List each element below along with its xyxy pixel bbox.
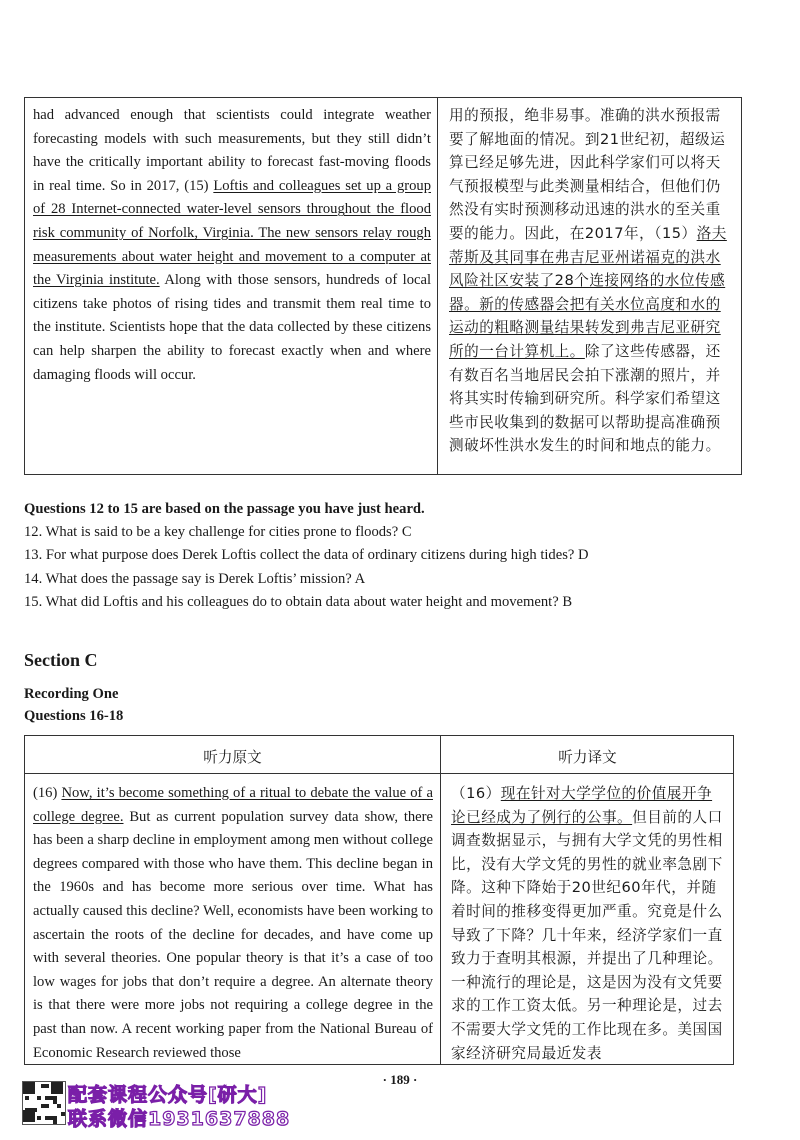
qr-module — [45, 1084, 49, 1088]
recording-title: Recording One — [24, 686, 119, 702]
question-item: 15. What did Loftis and his colleagues do to obtain data about water height and movement? B — [24, 593, 573, 610]
table-header-row — [25, 736, 733, 774]
question-range: Questions 16-18 — [24, 708, 124, 724]
section-title: Section C — [24, 650, 98, 670]
text-segment: But as current population survey data show, there has been a sharp decline in employment among men without college degrees compared with those who have them. This decline began in the 1960s and has become more serious over time. What has actually caused this decline? Well, economists have been working to ascertain the roots of the decline for decades, and have come up with several theories. One popular theory is that it’s a case of too low wages for jobs that don’t require a degree. An alternate theory is that there were more jobs not requiring a college degree in the past than now. A recent working paper from the National Bureau of Economic Research reviewed those — [33, 808, 433, 1061]
qr-module — [25, 1096, 29, 1100]
text-segment: Along with those sensors, hundreds of local citizens take photos of rising tides and transmit them real time to the institute. Scientists hope that the data collected by these citizens can help sharpen the ability to forecast exactly when and where damaging floods will occur. — [33, 272, 431, 383]
qr-module — [61, 1112, 65, 1116]
column-divider — [440, 736, 441, 1064]
header-translation: 听力译文 — [558, 749, 617, 766]
qr-module — [33, 1108, 37, 1112]
column-divider — [437, 98, 438, 474]
watermark-line-2: 联系微信1931637888 — [68, 1108, 291, 1130]
text-segment: had advanced enough that scientists could integrate weather forecasting models with such measurements, but they still didn’t have the critically important ability to forecast fast-moving floods in real time. So in 2017, (15) — [33, 107, 431, 194]
underlined-key-sentence: Loftis and colleagues set up a group of 28 Internet-connected water-level sensors throughout the flood risk community of Norfolk, Virginia. The new sensors relay rough measurements about water height and movement to a computer at the Virginia institute. — [33, 177, 431, 289]
questions-heading: Questions 12 to 15 are based on the passage you have just heard. — [24, 501, 425, 517]
chinese-transcript — [451, 782, 727, 1065]
qr-module — [57, 1104, 61, 1108]
qr-module — [37, 1116, 41, 1120]
english-transcript — [33, 782, 433, 1065]
chinese-translation — [449, 104, 735, 458]
questions-block — [24, 498, 764, 614]
text-segment: 除了这些传感器，还有数百名当地居民会拍下涨潮的照片，并将其实时传输到研究所。科学家们希望这些市民收集到的数据可以帮助提高准确预测破坏性洪水发生的时间和地点的能力。 — [449, 342, 721, 455]
text-segment: 但目前的人口调查数据显示，与拥有大学文凭的男性相比，没有大学文凭的男性的就业率急剧下降。这种下降始于20世纪60年代，并随着时间的推移变得更加严重。究竟是什么导致了下降？几十年来，经济学家们一直致力于查明其根源，并提出了几种理论。一种流行的理论是，这是因为没有文凭要求的工作工资太低。另一种理论是，过去不需要大学文凭的工作比现在多。美国国家经济研究局最近发表 — [451, 808, 723, 1062]
underlined-key-sentence: Now, it’s become something of a ritual to debate the value of a college degree. — [33, 785, 434, 825]
qr-finder-block — [23, 1082, 35, 1094]
qr-finder-block — [51, 1082, 63, 1094]
qr-module — [37, 1096, 41, 1100]
page-number: · 189 · — [382, 1072, 418, 1087]
question-item: 14. What does the passage say is Derek Loftis’ mission? A — [24, 570, 366, 587]
qr-code[interactable] — [22, 1081, 66, 1125]
qr-module — [45, 1104, 49, 1108]
header-original: 听力原文 — [203, 749, 262, 766]
question-item: 12. What is said to be a key challenge for cities prone to floods? C — [24, 524, 412, 541]
transcript-table — [24, 735, 734, 1065]
text-segment: 用的预报，绝非易事。准确的洪水预报需要了解地面的情况。到21世纪初，超级运算已经足够先进，因此科学家们可以将天气预报模型与此类测量相结合，但他们仍然没有实时预测移动迅速的洪水的至关重要的能力。因此，在2017年，（15） — [449, 107, 726, 242]
english-passage — [33, 104, 431, 387]
underlined-key-sentence: 现在针对大学学位的价值展开争论已经成为了例行的公事。 — [451, 785, 713, 826]
text-segment: (16) — [33, 785, 62, 801]
watermark-line-1: 配套课程公众号[研大] — [68, 1084, 268, 1106]
underlined-key-sentence: 洛夫蒂斯及其同事在弗吉尼亚州诺福克的洪水风险社区安装了28个连接网络的水位传感器。新的传感器会把有关水位高度和水的运动的粗略测量结果转发到弗吉尼亚研究所的一台计算机上。 — [449, 224, 727, 360]
text-segment: （16） — [451, 785, 501, 802]
passage-table — [24, 97, 742, 475]
qr-module — [53, 1120, 57, 1124]
question-item: 13. For what purpose does Derek Loftis collect the data of ordinary citizens during high tides? D — [24, 547, 589, 564]
